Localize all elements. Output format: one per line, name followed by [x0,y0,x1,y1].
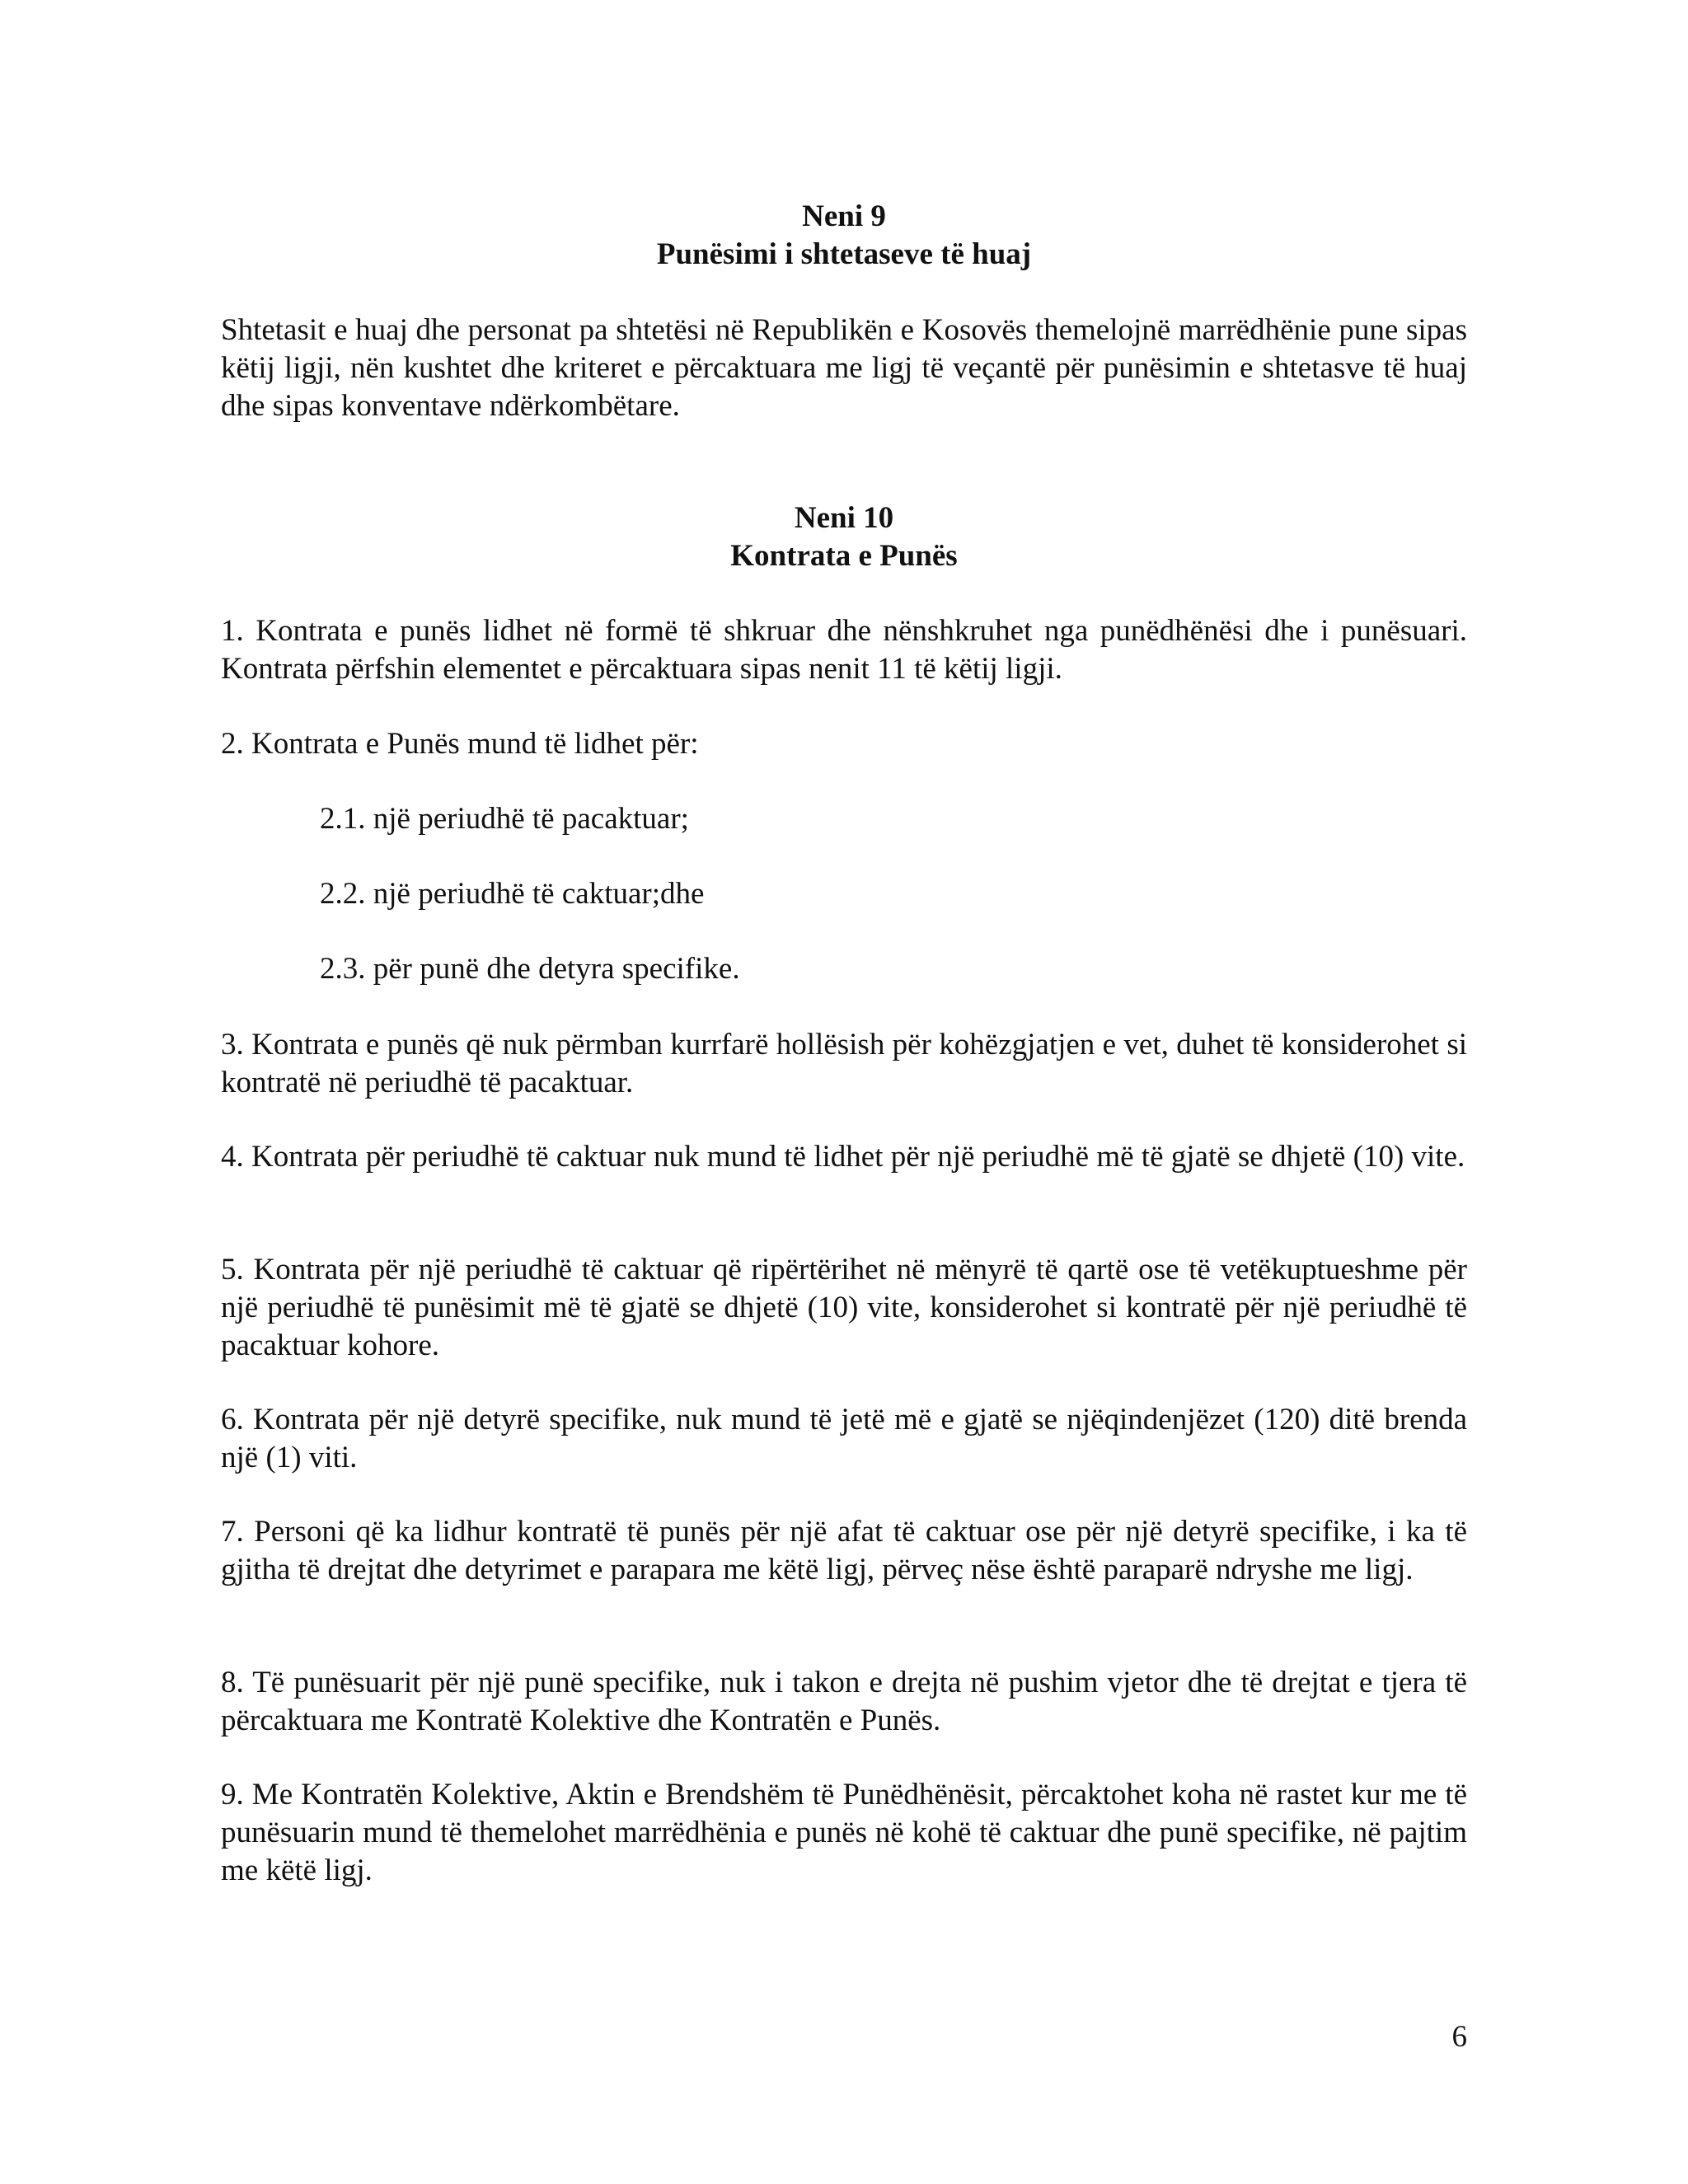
article-10-paragraph-6: 6. Kontrata për një detyrë specifike, nuk mund të jetë më e gjatë se njëqindenjëzet (120) ditë brenda një (1) viti. [221,1403,1467,1474]
article-9-number: Neni 9 [802,199,886,233]
article-9-title: Punësimi i shtetaseve të huaj [656,237,1032,271]
document-page [221,0,1467,2184]
article-10-paragraph-3: 3. Kontrata e punës që nuk përmban kurrfarë hollësish për kohëzgjatjen e vet, duhet të konsiderohet si kontratë në periudhë të pacaktuar. [221,1028,1467,1099]
article-10-paragraph-9: 9. Me Kontratën Kolektive, Aktin e Brendshëm të Punëdhënësit, përcaktohet koha në rastet kur me të punësuarin mund të themelohet marrëdhënia e punës në kohë të caktuar dhe punë specifike, në pajtim me këtë ligj. [221,1778,1467,1887]
article-10-paragraph-5: 5. Kontrata për një periudhë të caktuar që ripërtërihet në mënyrë të qartë ose të vetëkuptueshme për një periudhë të punësimit më të gjatë se dhjetë (10) vite, konsiderohet si kontratë për një periudhë të pacaktuar kohore. [221,1253,1467,1362]
article-10-item-2-2: 2.2. një periudhë të caktuar;dhe [320,877,705,911]
page-number: 6 [1451,2020,1467,2054]
article-10-paragraph-8: 8. Të punësuarit për një punë specifike, nuk i takon e drejta në pushim vjetor dhe të drejtat e tjera të përcaktuara me Kontratë Kolektive dhe Kontratën e Punës. [221,1666,1467,1737]
article-10-paragraph-4: 4. Kontrata për periudhë të caktuar nuk mund të lidhet për një periudhë më të gjatë se dhjetë (10) vite. [221,1140,1465,1174]
article-10-number: Neni 10 [794,501,894,535]
article-10-item-2-3: 2.3. për punë dhe detyra specifike. [320,952,740,986]
article-10-title: Kontrata e Punës [730,539,958,573]
article-10-paragraph-1: 1. Kontrata e punës lidhet në formë të shkruar dhe nënshkruhet nga punëdhënësi dhe i punësuari. Kontrata përfshin elementet e përcaktuara sipas nenit 11 të këtij ligji. [221,614,1467,686]
article-10-paragraph-7: 7. Personi që ka lidhur kontratë të punës për një afat të caktuar ose për një detyrë specifike, i ka të gjitha të drejtat dhe detyrimet e parapara me këtë ligj, përveç nëse është paraparë ndryshe me ligj. [221,1515,1467,1586]
article-10-paragraph-2: 2. Kontrata e Punës mund të lidhet për: [221,727,699,761]
article-9-text: Shtetasit e huaj dhe personat pa shtetësi në Republikën e Kosovës themelojnë marrëdhënie pune sipas këtij ligji, nën kushtet dhe kriteret e përcaktuara me ligj të veçantë për punësimin e shtetasve të huaj dhe sipas konventave ndërkombëtare. [221,313,1467,423]
article-10-item-2-1: 2.1. një periudhë të pacaktuar; [320,802,689,836]
